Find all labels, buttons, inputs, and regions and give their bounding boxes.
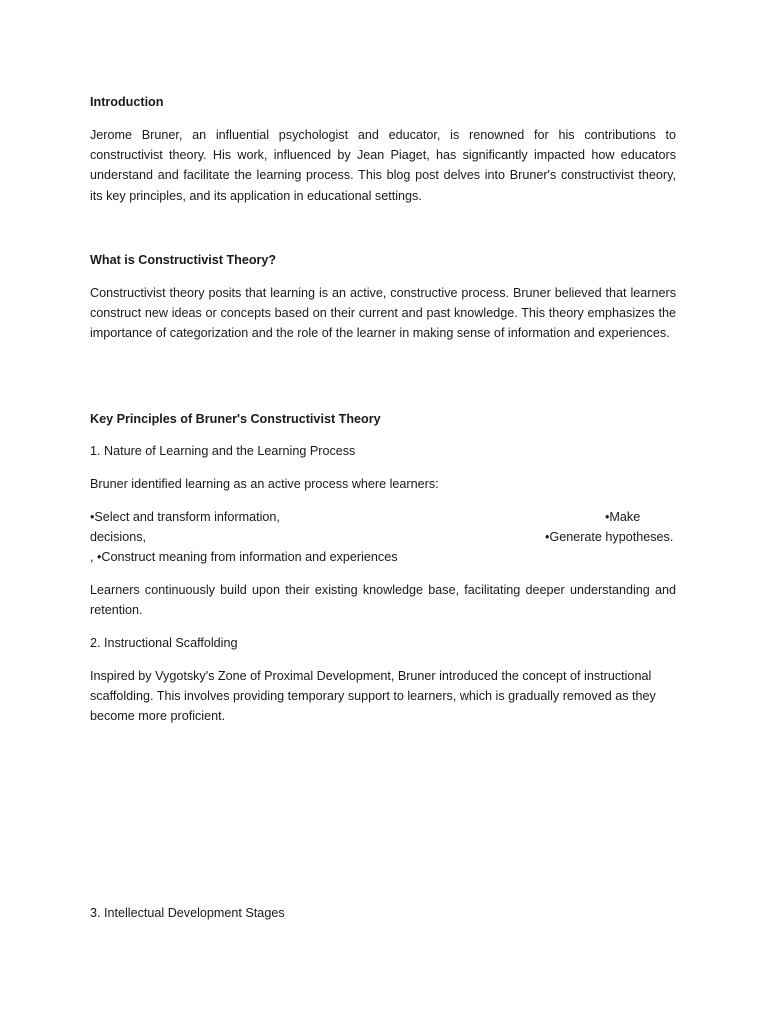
what-is-paragraph: Constructivist theory posits that learning is an active, constructive process. Bruner believed that learners construct new ideas or concepts based on their current and past knowledge. This theory emphasizes the importance of categorization and the role of the learner in making sense of information and experiences. — [90, 286, 676, 341]
section1-summary: Learners continuously build upon their existing knowledge base, facilitating deeper understanding and retention. — [90, 583, 676, 618]
intro-paragraph: Jerome Bruner, an influential psychologist and educator, is renowned for his contributions to constructivist theory. His work, influenced by Jean Piaget, has significantly impacted how educators understand and facilitate the learning process. This blog post delves into Bruner's constructivist theory, its key principles, and its application in educational settings. — [90, 128, 676, 203]
bullet-select: •Select and transform information, — [90, 510, 280, 524]
key-principles-heading: Key Principles of Bruner's Constructivist Theory — [90, 412, 381, 426]
section3-title: 3. Intellectual Development Stages — [90, 906, 285, 920]
section2-paragraph: Inspired by Vygotsky's Zone of Proximal Development, Bruner introduced the concept of instructional scaffolding. This involves providing temporary support to learners, which is gradually removed as they become more proficient. — [90, 669, 656, 724]
intro-heading: Introduction — [90, 95, 164, 109]
section1-title: 1. Nature of Learning and the Learning Process — [90, 444, 356, 458]
bullet-decisions: decisions, — [90, 530, 147, 544]
section1-intro: Bruner identified learning as an active process where learners: — [90, 477, 439, 491]
bullet-generate: •Generate hypotheses. — [545, 530, 674, 544]
what-is-heading: What is Constructivist Theory? — [90, 253, 277, 267]
bullet-make: •Make — [605, 510, 641, 524]
bullet-construct: , •Construct meaning from information and experiences — [90, 550, 398, 564]
section2-title: 2. Instructional Scaffolding — [90, 636, 238, 650]
